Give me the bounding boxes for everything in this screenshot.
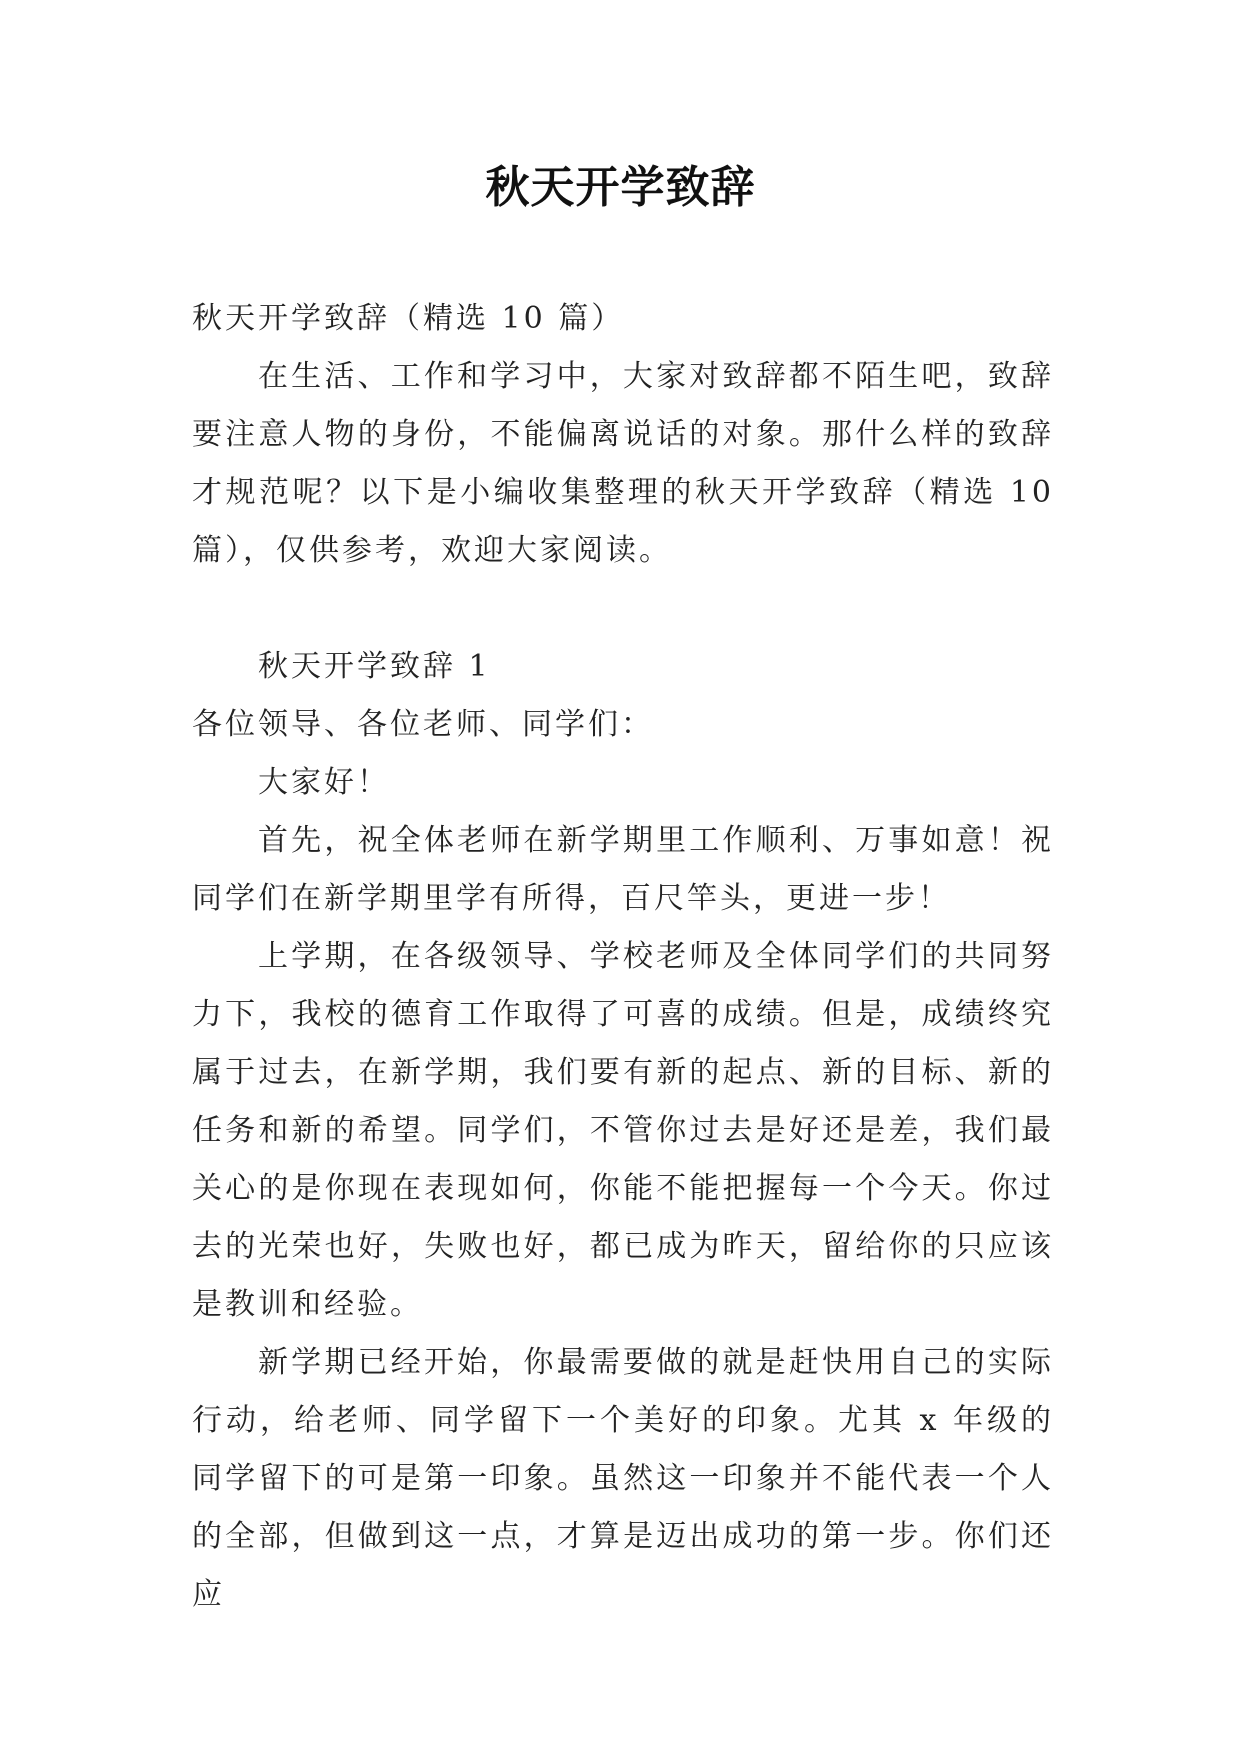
body-paragraph: 新学期已经开始，你最需要做的就是赶快用自己的实际行动，给老师、同学留下一个美好的印象。尤其 x 年级的同学留下的可是第一印象。虽然这一印象并不能代表一个人的全部，但做到这一点，才算是迈出成功的第一步。你们还应 — [192, 1345, 1054, 1612]
document-body — [192, 290, 1054, 1624]
document-title: 秋天开学致辞 — [485, 162, 756, 213]
document-subtitle: 秋天开学致辞（精选 10 篇） — [192, 301, 625, 336]
section-spacer — [192, 580, 1054, 638]
body-paragraph: 上学期，在各级领导、学校老师及全体同学们的共同努力下，我校的德育工作取得了可喜的成绩。但是，成绩终究属于过去，在新学期，我们要有新的起点、新的目标、新的任务和新的希望。同学们，不管你过去是好还是差，我们最关心的是你现在表现如何，你能不能把握每一个今天。你过去的光荣也好，失败也好，都已成为昨天，留给你的只应该是教训和经验。 — [192, 939, 1054, 1322]
body-paragraph: 首先，祝全体老师在新学期里工作顺利、万事如意！祝同学们在新学期里学有所得，百尺竿头，更进一步！ — [192, 823, 1054, 916]
intro-paragraph: 在生活、工作和学习中，大家对致辞都不陌生吧，致辞要注意人物的身份，不能偏离说话的对象。那什么样的致辞才规范呢？以下是小编收集整理的秋天开学致辞（精选 10 篇），仅供参考，欢迎大家阅读。 — [192, 359, 1054, 568]
salutation: 各位领导、各位老师、同学们： — [192, 707, 654, 742]
greeting: 大家好！ — [258, 765, 390, 800]
section-heading: 秋天开学致辞 1 — [258, 649, 491, 684]
